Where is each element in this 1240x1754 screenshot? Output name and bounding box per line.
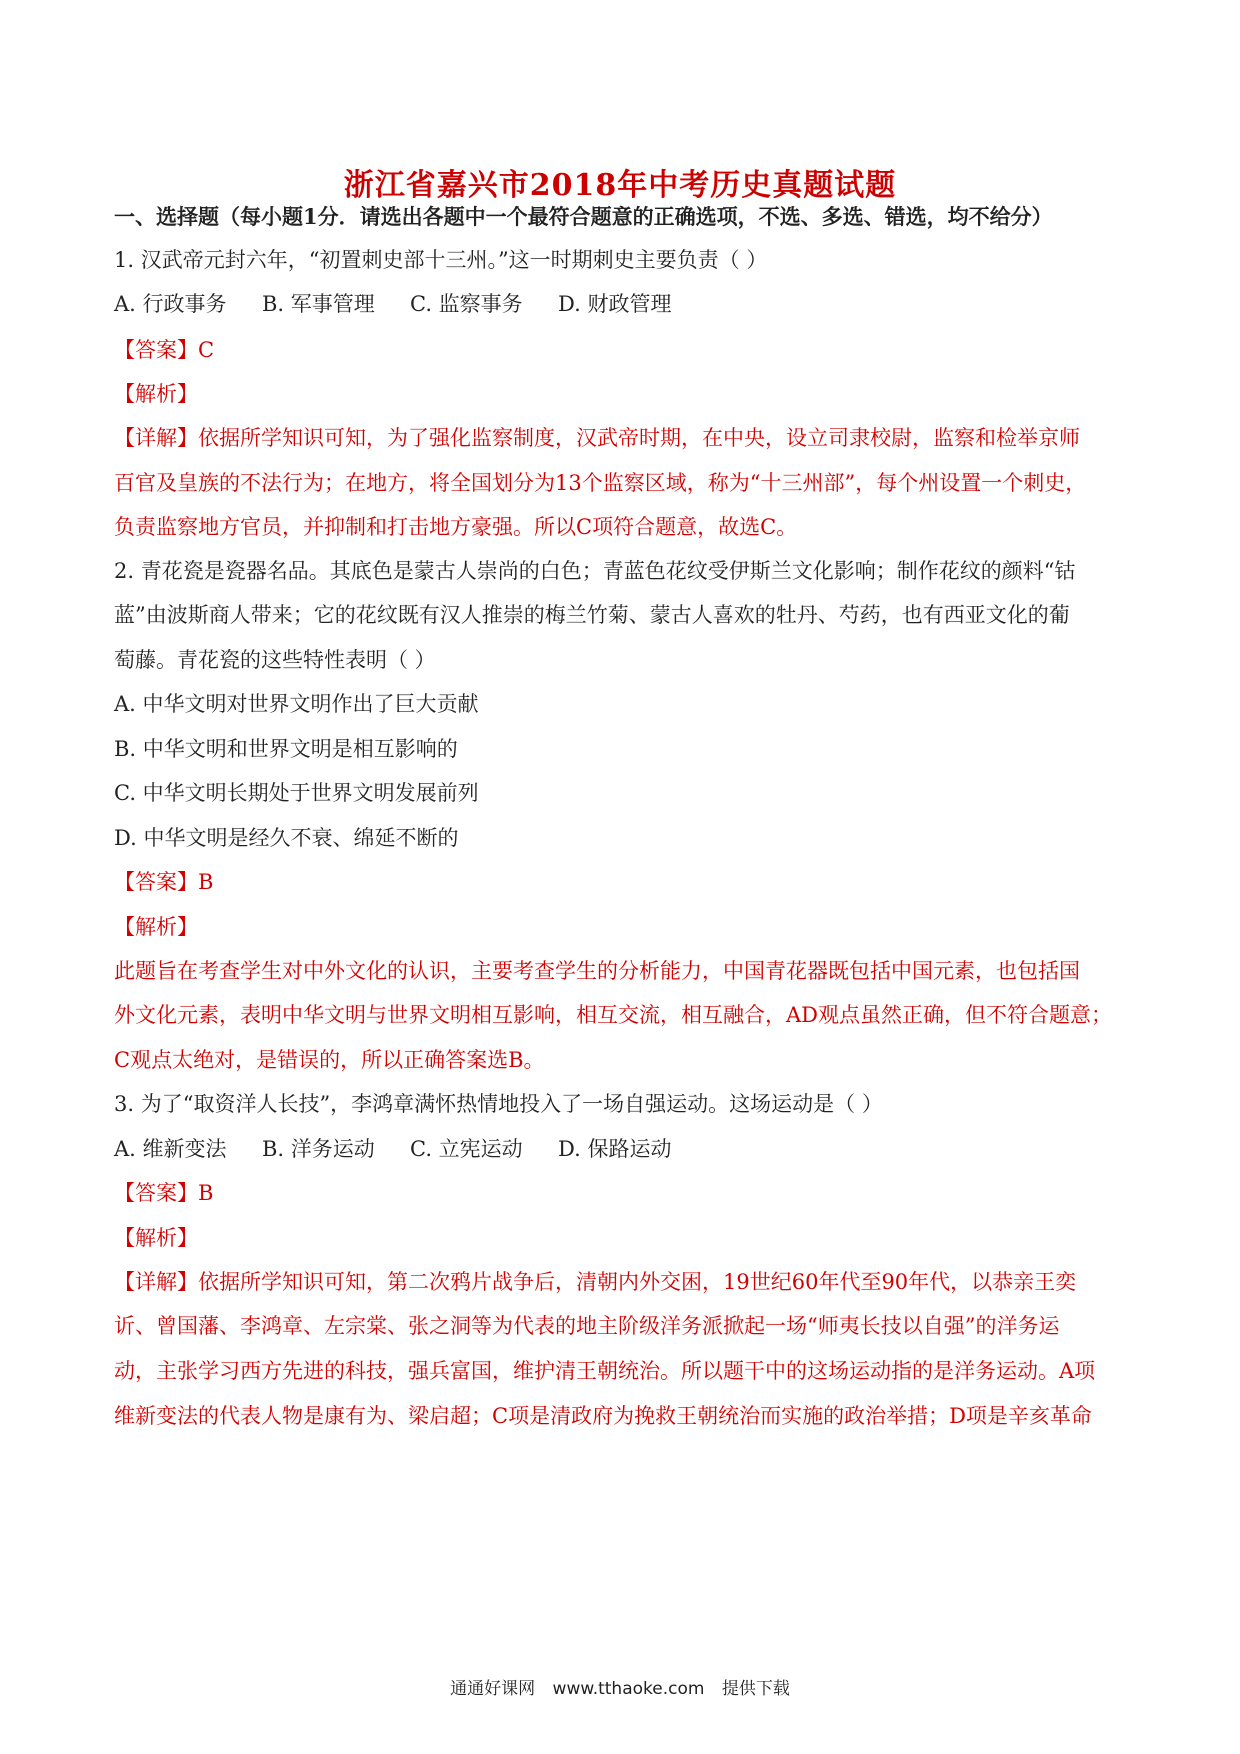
option-a: A. 中华文明对世界文明作出了巨大贡献 bbox=[114, 692, 479, 716]
option-a: A. 行政事务 bbox=[114, 292, 227, 316]
explanation-line: 外文化元素，表明中华文明与世界文明相互影响，相互交流，相互融合，AD观点虽然正确，但不符合题意； bbox=[114, 1003, 1112, 1027]
explanation-line: 【详解】依据所学知识可知，为了强化监察制度，汉武帝时期，在中央，设立司隶校尉，监察和检举京师 bbox=[114, 426, 1080, 450]
document-title: 浙江省嘉兴市2018年中考历史真题试题 bbox=[343, 168, 897, 203]
option-d: D. 财政管理 bbox=[558, 292, 672, 316]
question-1-stem: 1. 汉武帝元封六年，“初置刺史部十三州。”这一时期刺史主要负责（ ） bbox=[114, 248, 768, 272]
explanation-line: 负责监察地方官员，并抑制和打击地方豪强。所以C项符合题意，故选C。 bbox=[114, 515, 798, 539]
explanation-line: 维新变法的代表人物是康有为、梁启超；C项是清政府为挽救王朝统治而实施的政治举措；D项是辛亥革命 bbox=[114, 1404, 1092, 1428]
answer-label: 【答案】C bbox=[114, 338, 215, 362]
footer-note: 提供下载 bbox=[721, 1679, 790, 1699]
question-2-stem: 萄藤。青花瓷的这些特性表明（ ） bbox=[114, 648, 436, 672]
footer-url-link[interactable]: www.tthaoke.com bbox=[552, 1679, 705, 1699]
option-b: B. 军事管理 bbox=[262, 292, 375, 316]
explanation-line: 此题旨在考查学生对中外文化的认识，主要考查学生的分析能力，中国青花器既包括中国元素，也包括国 bbox=[114, 959, 1080, 983]
page-footer bbox=[0, 1674, 1240, 1699]
question-1-options bbox=[114, 290, 1134, 318]
option-c: C. 中华文明长期处于世界文明发展前列 bbox=[114, 781, 479, 805]
option-b: B. 中华文明和世界文明是相互影响的 bbox=[114, 737, 458, 761]
explanation-line: 䜣、曾国藩、李鸿章、左宗棠、张之洞等为代表的地主阶级洋务派掀起一场“师夷长技以自强”的洋务运 bbox=[114, 1314, 1060, 1338]
option-b: B. 洋务运动 bbox=[262, 1137, 375, 1161]
answer-label: 【答案】B bbox=[114, 870, 214, 894]
question-2-stem: 蓝”由波斯商人带来；它的花纹既有汉人推崇的梅兰竹菊、蒙古人喜欢的牡丹、芍药，也有西亚文化的葡 bbox=[114, 603, 1070, 627]
analysis-label: 【解析】 bbox=[114, 382, 198, 406]
option-c: C. 立宪运动 bbox=[410, 1137, 523, 1161]
question-3-options bbox=[114, 1135, 1134, 1163]
explanation-line: 百官及皇族的不法行为；在地方，将全国划分为13个监察区域，称为“十三州部”，每个州设置一个刺史， bbox=[114, 471, 1087, 495]
footer-site-name: 通通好课网 bbox=[450, 1679, 536, 1699]
analysis-label: 【解析】 bbox=[114, 1226, 198, 1250]
explanation-line: 【详解】依据所学知识可知，第二次鸦片战争后，清朝内外交困，19世纪60年代至90年代，以恭亲王奕 bbox=[114, 1270, 1077, 1294]
answer-label: 【答案】B bbox=[114, 1181, 214, 1205]
question-3-stem: 3. 为了“取资洋人长技”，李鸿章满怀热情地投入了一场自强运动。这场运动是（ ） bbox=[114, 1092, 883, 1116]
explanation-line: 动，主张学习西方先进的科技，强兵富国，维护清王朝统治。所以题干中的这场运动指的是洋务运动。A项 bbox=[114, 1359, 1096, 1383]
analysis-label: 【解析】 bbox=[114, 915, 198, 939]
explanation-line: C观点太绝对，是错误的，所以正确答案选B。 bbox=[114, 1048, 545, 1072]
section-heading: 一、选择题（每小题1分．请选出各题中一个最符合题意的正确选项，不选、多选、错选，均不给分） bbox=[114, 204, 1053, 229]
option-c: C. 监察事务 bbox=[410, 292, 523, 316]
option-d: D. 保路运动 bbox=[558, 1137, 672, 1161]
question-2-stem: 2. 青花瓷是瓷器名品。其底色是蒙古人崇尚的白色；青蓝色花纹受伊斯兰文化影响；制作花纹的颜料“钴 bbox=[114, 559, 1076, 583]
option-d: D. 中华文明是经久不衰、绵延不断的 bbox=[114, 826, 459, 850]
option-a: A. 维新变法 bbox=[114, 1137, 227, 1161]
